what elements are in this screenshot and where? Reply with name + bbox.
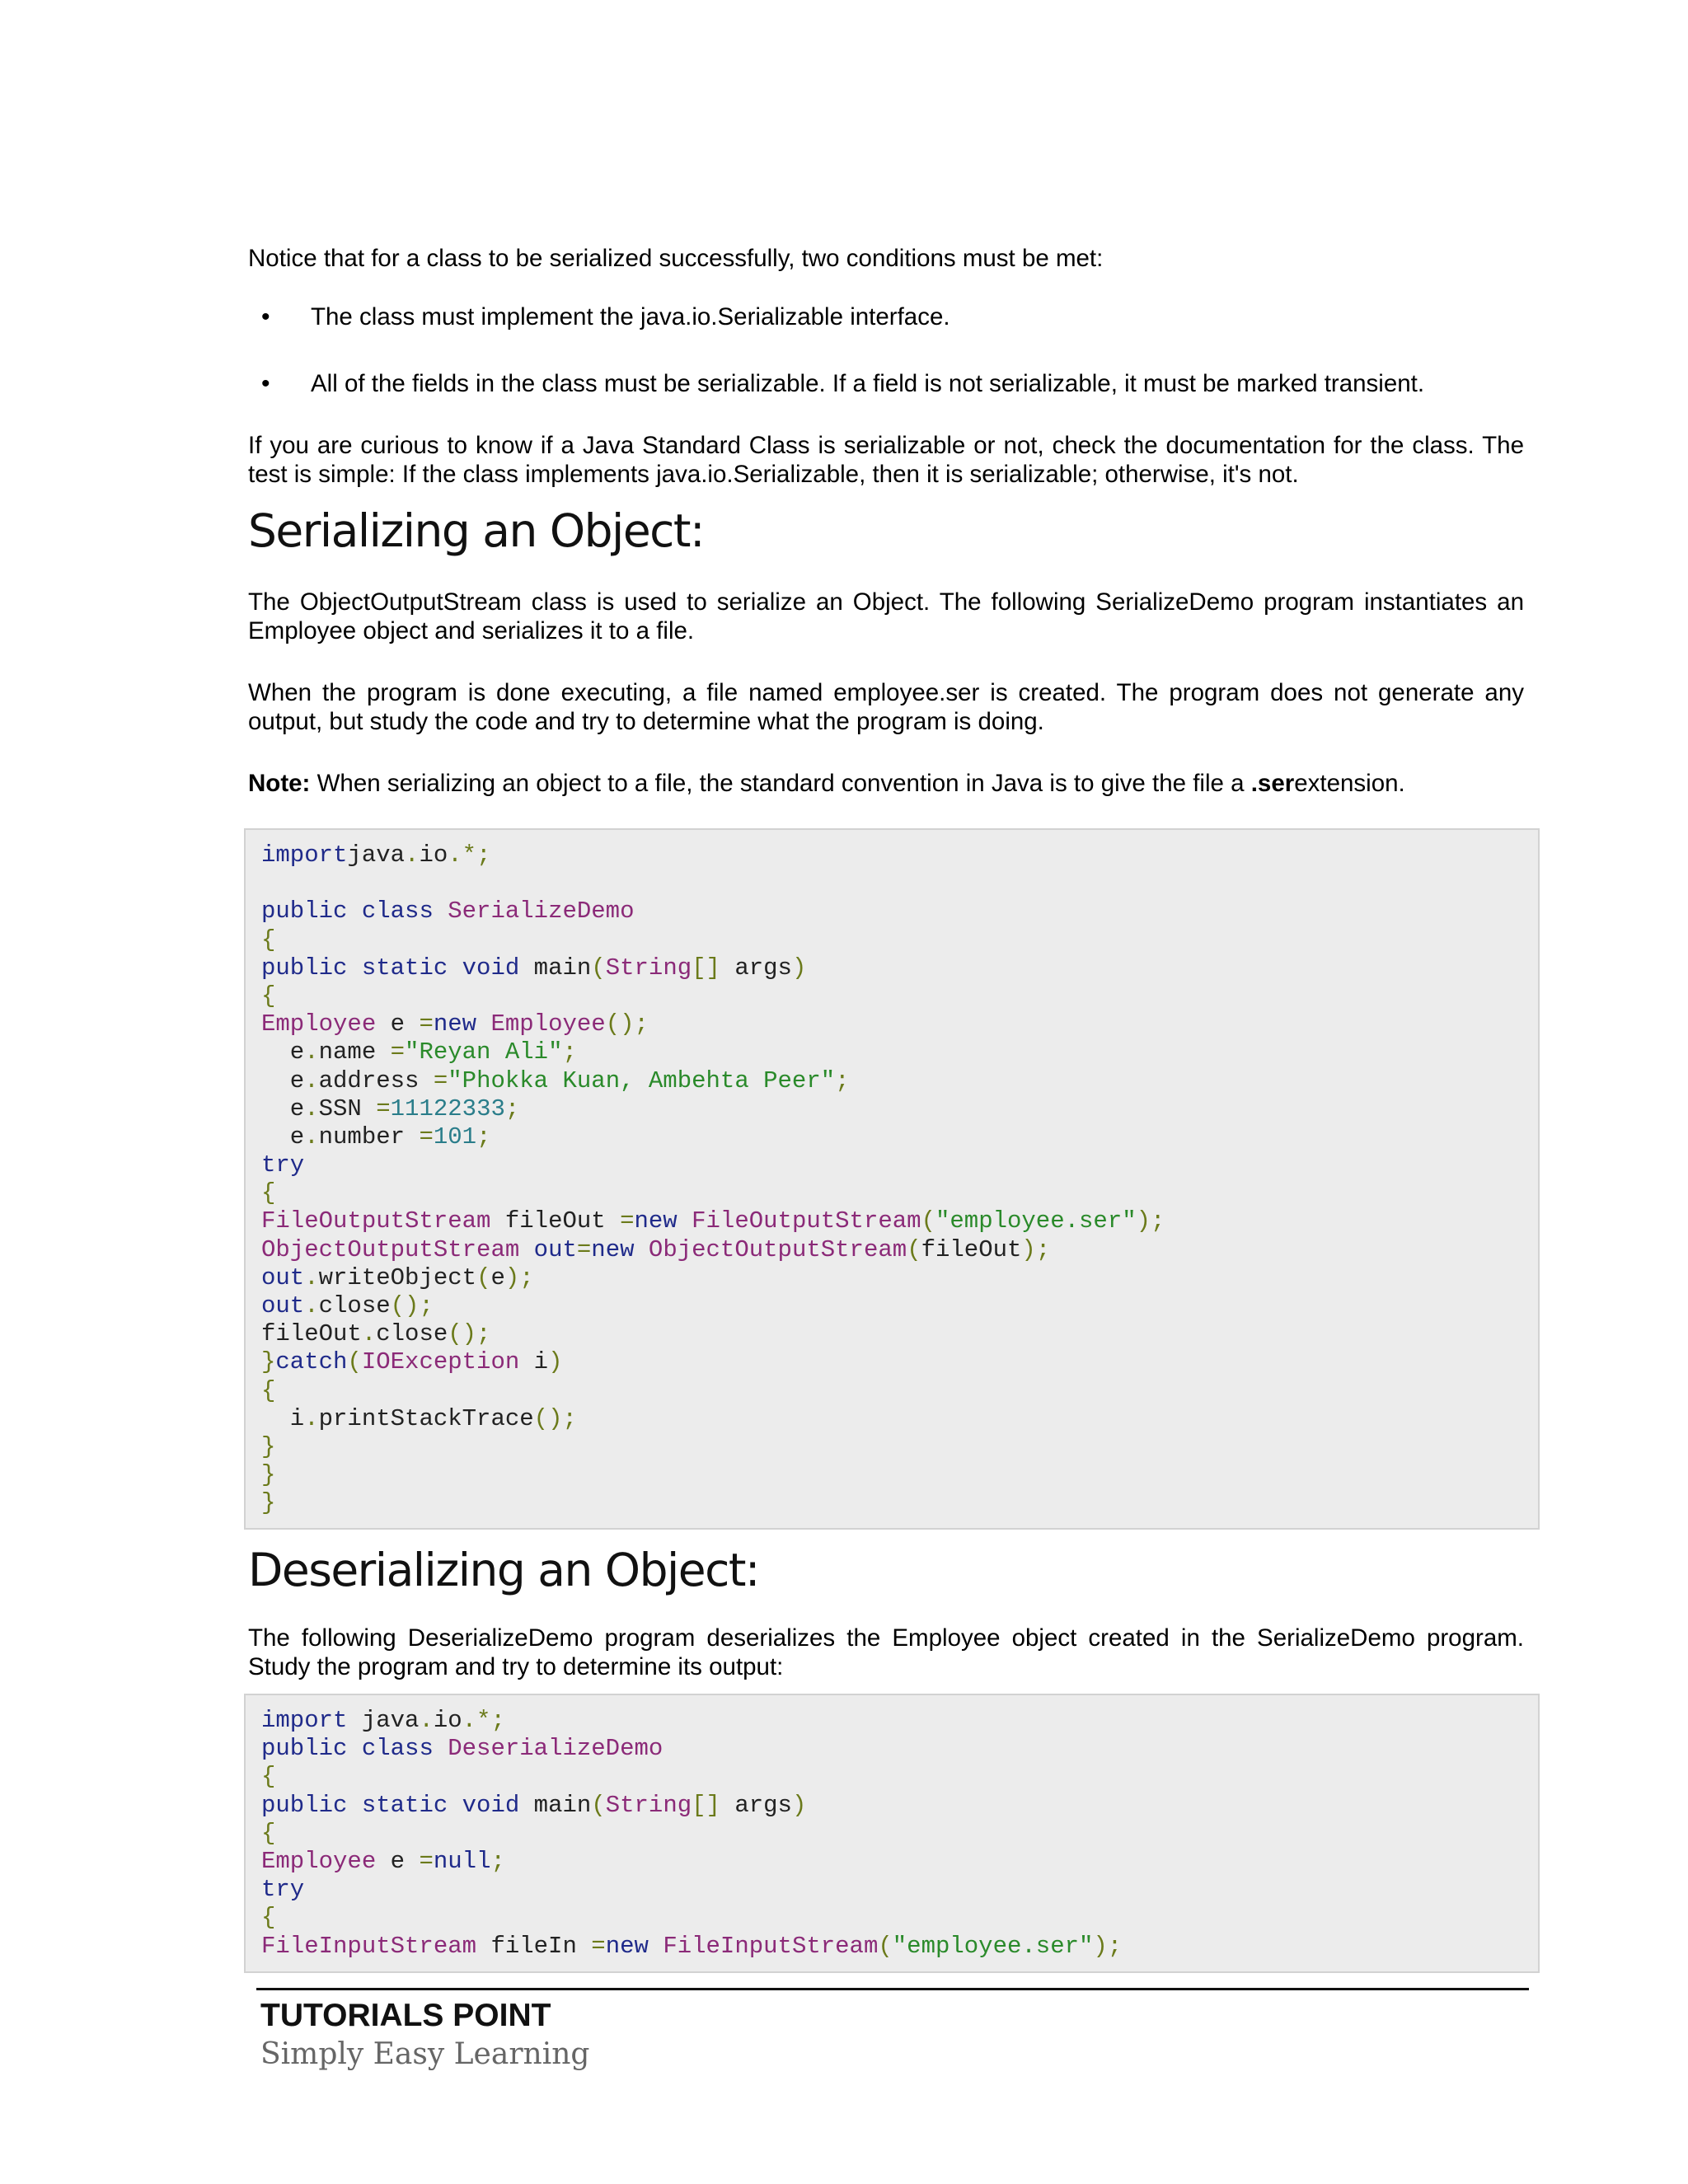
serialize-intro-paragraph: The ObjectOutputStream class is used to serialize an Object. The following SerializeDemo program instantiates an Employee object and serializes it to a file.: [248, 588, 1524, 644]
note-text: When serializing an object to a file, the standard convention in Java is to give the file a: [310, 770, 1251, 797]
section-heading-serializing: Serializing an Object:: [248, 504, 705, 557]
code-line: importjava.io.*;: [261, 841, 491, 869]
footer-tagline: Simply Easy Learning: [260, 2037, 590, 2071]
code-line: {: [261, 1819, 276, 1847]
code-line: out.writeObject(e);: [261, 1263, 534, 1291]
code-line: fileOut.close();: [261, 1320, 491, 1348]
serialize-output-paragraph: When the program is done executing, a file named employee.ser is created. The program does not generate any output, but study the code and try to determine what the program is doing.: [248, 679, 1524, 735]
note-paragraph: [248, 769, 1524, 798]
code-line: out.close();: [261, 1292, 434, 1319]
code-line: public class SerializeDemo: [261, 898, 635, 926]
list-item-text: All of the fields in the class must be serializable. If a field is not serializable, it must be marked transient.: [311, 370, 1425, 397]
code-line: FileOutputStream fileOut =new FileOutputStream("employee.ser");: [261, 1207, 1165, 1235]
code-line: {: [261, 1179, 276, 1207]
code-line: {: [261, 1904, 276, 1932]
code-line: e.name ="Reyan Ali";: [261, 1038, 577, 1066]
content-column-2: [248, 1541, 1524, 1681]
list-item: [248, 369, 1524, 398]
footer-brand: TUTORIALS POINT: [260, 1998, 551, 2033]
note-extension: .ser: [1250, 770, 1295, 797]
code-line: [261, 869, 1538, 898]
code-line: Employee e =null;: [261, 1847, 505, 1875]
code-line: i.printStackTrace();: [261, 1404, 577, 1432]
code-line: }: [261, 1489, 276, 1517]
conditions-list: [248, 302, 1524, 398]
code-line: {: [261, 1763, 276, 1791]
code-block-serialize-demo: [244, 828, 1540, 1530]
code-line: {: [261, 982, 276, 1010]
code-line: {: [261, 1376, 276, 1404]
code-line: {: [261, 926, 276, 954]
deserialize-intro-paragraph: The following DeserializeDemo program deserializes the Employee object created in the SerializeDemo program. Study the program and try to determine its output:: [248, 1624, 1524, 1680]
curious-paragraph: If you are curious to know if a Java Standard Class is serializable or not, check the documentation for the class. The test is simple: If the class implements java.io.Serializable, then it is serializable; otherwise, it's not.: [248, 432, 1524, 488]
code-line: Employee e =new Employee();: [261, 1010, 649, 1038]
intro-paragraph: Notice that for a class to be serialized successfully, two conditions must be met:: [248, 245, 1104, 272]
note-tail: extension.: [1294, 770, 1405, 797]
content-column: [248, 244, 1524, 798]
code-line: public class DeserializeDemo: [261, 1735, 663, 1763]
code-line: public static void main(String[] args): [261, 954, 807, 982]
note-label: Note:: [248, 770, 311, 797]
code-line: }catch(IOException i): [261, 1348, 563, 1376]
code-line: }: [261, 1432, 276, 1460]
code-line: e.address ="Phokka Kuan, Ambehta Peer";: [261, 1066, 850, 1094]
bullet-icon: •: [261, 303, 270, 330]
footer-divider: [256, 1988, 1529, 1990]
section-heading-deserializing: Deserializing an Object:: [248, 1544, 759, 1596]
bullet-icon: •: [261, 370, 270, 397]
code-line: try: [261, 1151, 305, 1179]
code-line: import java.io.*;: [261, 1707, 505, 1734]
list-item-text: The class must implement the java.io.Serializable interface.: [311, 303, 950, 330]
code-line: try: [261, 1876, 305, 1904]
code-line: e.SSN =11122333;: [261, 1094, 520, 1122]
code-line: }: [261, 1461, 276, 1489]
code-line: FileInputStream fileIn =new FileInputStream("employee.ser");: [261, 1932, 1123, 1960]
code-line: public static void main(String[] args): [261, 1791, 807, 1819]
code-line: e.number =101;: [261, 1122, 491, 1151]
list-item: [248, 302, 1524, 331]
code-line: ObjectOutputStream out=new ObjectOutputStream(fileOut);: [261, 1235, 1051, 1263]
code-block-deserialize-demo: [244, 1694, 1540, 1973]
